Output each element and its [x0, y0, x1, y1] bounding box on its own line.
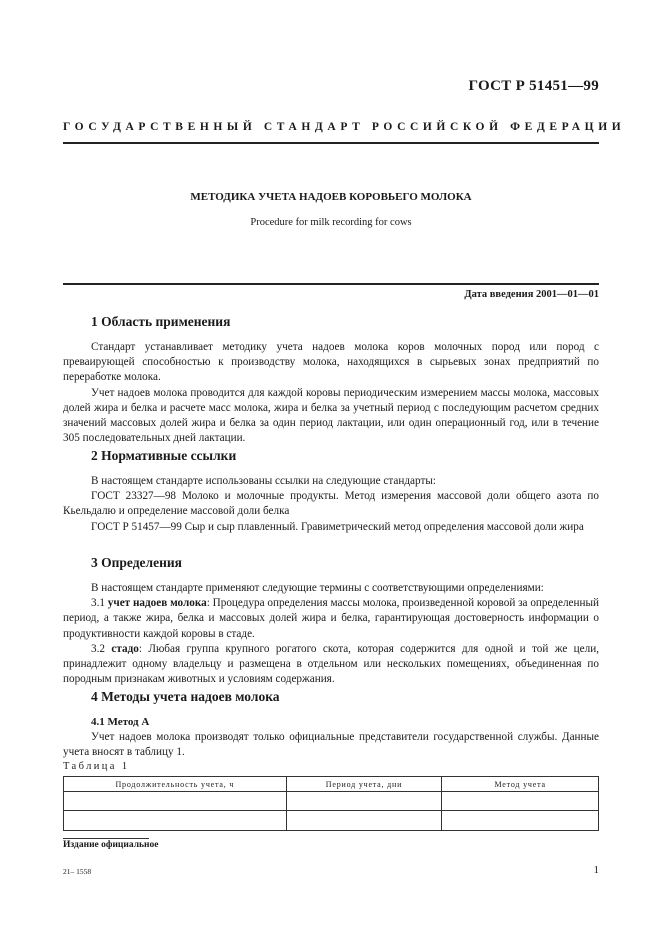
table-header-row [64, 777, 599, 792]
definition-number: 3.1 [91, 597, 105, 610]
reference-gost-51457: ГОСТ Р 51457—99 Сыр и сыр плавленный. Гравиметрический метод определения массовой доли жира [91, 520, 584, 533]
section-2-body [63, 474, 599, 535]
paragraph: Учет надоев молока проводится для каждой коровы периодическим измерением массы молока, массовых долей жира и белка и расчете масс молока, жира и белка за учетный период с последующим расчетом средних значений массовых долей жира и белка за один период лактации, или один операционный год, или в течение 305 последовательных дней лактации. [63, 386, 599, 445]
document-title: МЕТОДИКА УЧЕТА НАДОЕВ КОРОВЬЕГО МОЛОКА [190, 191, 472, 203]
top-divider [63, 142, 599, 144]
footer-divider [63, 838, 149, 839]
section-4-heading: 4 Методы учета надоев молока [91, 689, 280, 704]
definition-number: 3.2 [91, 642, 105, 655]
definition-term: учет надоев молока [107, 597, 207, 610]
subsection-4-1-heading: 4.1 Метод А [91, 716, 150, 728]
paragraph: Учет надоев молока производят только официальные представители государственной службы. Данные учета вносят в таблицу 1. [63, 731, 599, 759]
section-1-heading: 1 Область применения [91, 314, 231, 329]
print-code: 21– 1558 [63, 867, 92, 876]
paragraph: Стандарт устанавливает методику учета надоев молока коров молочных пород или пород с преваирующей способностью к производству молока, находящихся в сырьевых зонах предприятий по переработке молока. [63, 341, 599, 384]
state-standard-heading: ГОСУДАРСТВЕННЫЙ СТАНДАРТ РОССИЙСКОЙ ФЕДЕРАЦИИ [63, 121, 626, 133]
section-1-body [63, 340, 599, 446]
table-cell [64, 811, 287, 831]
table-cell [442, 811, 599, 831]
table-row [64, 811, 599, 831]
section-3-heading: 3 Определения [91, 555, 182, 570]
definition-text: : Процедура определения массы молока, произведенной коровой за определенный период, а также жира, белка и массовых долей жира и белка, гарантирующая достоверность информации о продуктивности каждой коровы в стаде. [63, 597, 599, 640]
table-cell [286, 811, 442, 831]
section-3-body [63, 581, 599, 687]
definition-text: : Любая группа крупного рогатого скота, которая содержится для одной и той же цели, принадлежит одному владельцу и размещена в отдельном или нескольких помещениях, объединенная по породным признакам животных и условиям содержания. [63, 642, 600, 686]
title-divider [63, 283, 599, 285]
table-cell [286, 792, 442, 811]
document-code: ГОСТ Р 51451—99 [468, 78, 599, 94]
section-2-heading: 2 Нормативные ссылки [91, 448, 237, 463]
definition-term: стадо [111, 642, 139, 655]
table-header-cell: Продолжительность учета, ч [64, 777, 287, 792]
table-cell [442, 792, 599, 811]
definition-3-2 [63, 642, 599, 688]
table-header-cell: Метод учета [442, 777, 599, 792]
paragraph: В настоящем стандарте использованы ссылки на следующие стандарты: [91, 475, 436, 487]
table-1 [63, 776, 599, 831]
section-4-body [63, 730, 599, 760]
official-edition-label: Издание официальное [63, 840, 159, 850]
definition-3-1 [63, 596, 599, 642]
introduction-date: Дата введения 2001—01—01 [464, 289, 599, 300]
paragraph: В настоящем стандарте применяют следующие термины с соответствующими определениями: [91, 582, 544, 594]
table-header-cell: Период учета, дни [286, 777, 442, 792]
reference-gost-23327: ГОСТ 23327—98 Молоко и молочные продукты. Метод измерения массовой доли общего азота по Кьельдалю и определение массовой доли белка [63, 490, 599, 518]
table-row [64, 792, 599, 811]
table-cell [64, 792, 287, 811]
page-number: 1 [593, 864, 599, 876]
table-caption: Таблица 1 [63, 761, 130, 772]
document-title-english: Procedure for milk recording for cows [250, 217, 412, 228]
